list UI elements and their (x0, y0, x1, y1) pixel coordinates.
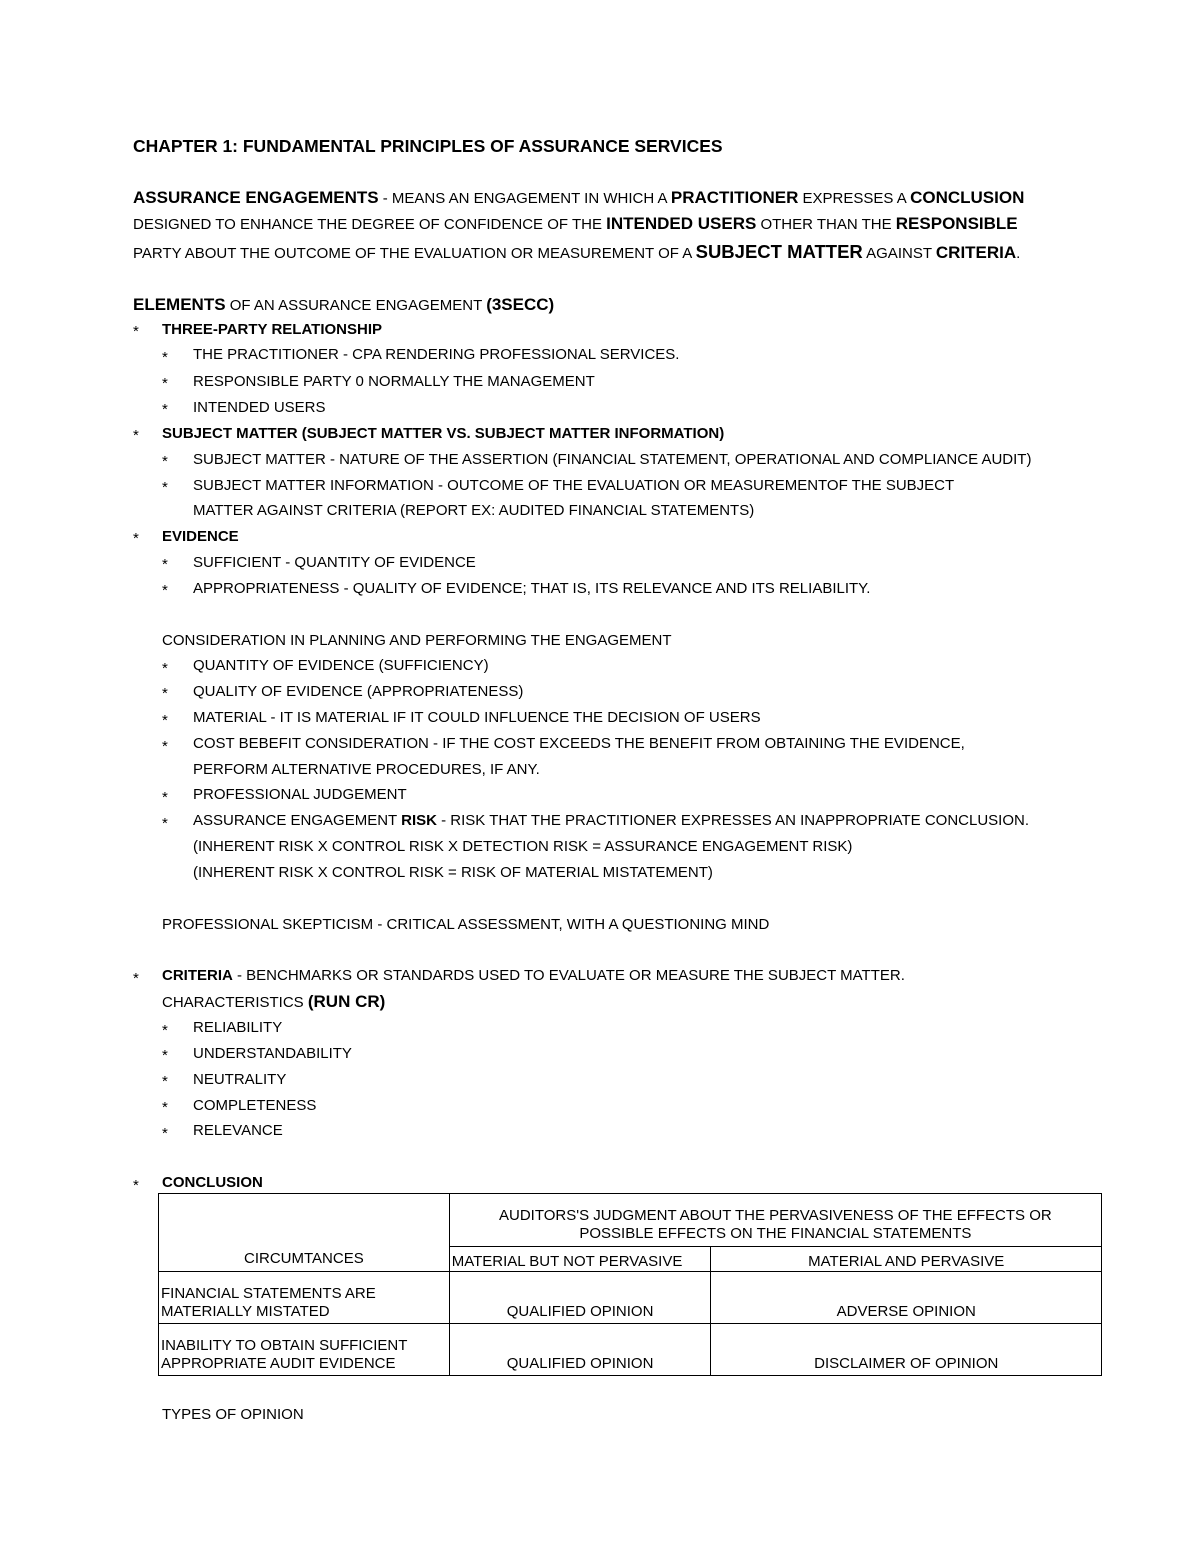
bullet: * (162, 1125, 168, 1142)
list-item: UNDERSTANDABILITY (193, 1045, 352, 1062)
list-item-text: - RISK THAT THE PRACTITIONER EXPRESSES AN INAPPROPRIATE CONCLUSION. (436, 812, 1030, 829)
header-material-pervasive: MATERIAL AND PERVASIVE (711, 1247, 1102, 1272)
header-group-line: AUDITORS'S JUDGMENT ABOUT THE PERVASIVENESS OF THE EFFECTS OR (499, 1207, 1052, 1224)
table-cell: QUALIFIED OPINION (449, 1324, 711, 1376)
bullet: * (162, 453, 168, 470)
list-item: SUBJECT MATTER - NATURE OF THE ASSERTION (FINANCIAL STATEMENT, OPERATIONAL AND COMPLIANCE AUDIT) (193, 451, 1032, 468)
list-item: RELIABILITY (193, 1019, 283, 1036)
table-row (159, 1272, 1102, 1324)
conclusion-table (158, 1193, 1102, 1376)
table-row (159, 1324, 1102, 1376)
keyword-conclusion: CONCLUSION (910, 188, 1025, 207)
row-label-line: INABILITY TO OBTAIN SUFFICIENT (161, 1337, 408, 1354)
keyword-practitioner: PRACTITIONER (670, 188, 799, 207)
bullet: * (162, 1047, 168, 1064)
list-item (193, 812, 1029, 830)
table-row (159, 1194, 1102, 1247)
bullet: * (162, 401, 168, 418)
elements-lead: ELEMENTS (133, 295, 226, 314)
consideration-heading: CONSIDERATION IN PLANNING AND PERFORMING THE ENGAGEMENT (162, 632, 672, 649)
list-item: APPROPRIATENESS - QUALITY OF EVIDENCE; THAT IS, ITS RELEVANCE AND ITS RELIABILITY. (193, 580, 871, 597)
list-item: PROFESSIONAL JUDGEMENT (193, 786, 407, 803)
list-item: SUBJECT MATTER INFORMATION - OUTCOME OF THE EVALUATION OR MEASUREMENTOF THE SUBJECT (193, 477, 955, 494)
list-item: QUALITY OF EVIDENCE (APPROPRIATENESS) (193, 683, 524, 700)
elements-heading (133, 296, 554, 315)
three-party-heading: THREE-PARTY RELATIONSHIP (162, 321, 383, 338)
table-cell: QUALIFIED OPINION (449, 1272, 711, 1324)
header-material-not-pervasive: MATERIAL BUT NOT PERVASIVE (449, 1247, 711, 1272)
bullet: * (162, 685, 168, 702)
characteristics-label: CHARACTERISTICS (162, 994, 308, 1011)
bullet: * (133, 530, 139, 547)
criteria-line (162, 967, 905, 985)
list-item: RESPONSIBLE PARTY 0 NORMALLY THE MANAGEMENT (193, 373, 595, 390)
page-title: CHAPTER 1: FUNDAMENTAL PRINCIPLES OF ASSURANCE SERVICES (133, 136, 723, 156)
definition-line-3 (133, 243, 1020, 263)
types-of-opinion: TYPES OF OPINION (162, 1406, 304, 1423)
criteria-text: - BENCHMARKS OR STANDARDS USED TO EVALUATE OR MEASURE THE SUBJECT MATTER. (232, 967, 905, 984)
bullet: * (133, 323, 139, 340)
bullet: * (162, 556, 168, 573)
subject-matter-heading: SUBJECT MATTER (SUBJECT MATTER VS. SUBJECT MATTER INFORMATION) (162, 425, 725, 442)
term-assurance-engagements: ASSURANCE ENGAGEMENTS (133, 188, 379, 207)
bullet: * (162, 479, 168, 496)
header-group (449, 1194, 1101, 1247)
bullet: * (162, 349, 168, 366)
bullet: * (162, 789, 168, 806)
bullet: * (162, 660, 168, 677)
bullet: * (162, 375, 168, 392)
list-item: COST BEBEFIT CONSIDERATION - IF THE COST EXCEEDS THE BENEFIT FROM OBTAINING THE EVIDENCE, (193, 735, 965, 752)
definition-text: EXPRESSES A (798, 190, 911, 207)
keyword-intended-users: INTENDED USERS (606, 214, 757, 233)
list-item-continuation: MATTER AGAINST CRITERIA (REPORT EX: AUDITED FINANCIAL STATEMENTS) (193, 502, 755, 519)
list-item: QUANTITY OF EVIDENCE (SUFFICIENCY) (193, 657, 489, 674)
list-item: NEUTRALITY (193, 1071, 287, 1088)
definition-line-2 (133, 215, 1018, 234)
bullet: * (162, 712, 168, 729)
criteria-heading: CRITERIA (162, 967, 233, 984)
bullet: * (162, 815, 168, 832)
bullet: * (162, 582, 168, 599)
row-label-line: FINANCIAL STATEMENTS ARE (161, 1285, 376, 1302)
list-item: INTENDED USERS (193, 399, 326, 416)
definition-text: OTHER THAN THE (756, 216, 896, 233)
list-item-continuation: PERFORM ALTERNATIVE PROCEDURES, IF ANY. (193, 761, 540, 778)
row-label-line: APPROPRIATE AUDIT EVIDENCE (161, 1355, 396, 1372)
definition-text: AGAINST (862, 245, 936, 262)
bullet: * (133, 1177, 139, 1194)
characteristics-code: (RUN CR) (307, 992, 386, 1011)
header-circumstances: CIRCUMTANCES (159, 1194, 450, 1272)
characteristics-line (162, 993, 385, 1012)
table-cell: DISCLAIMER OF OPINION (711, 1324, 1102, 1376)
definition-text: PARTY ABOUT THE OUTCOME OF THE EVALUATION OR MEASUREMENT OF A (133, 245, 696, 262)
list-item: COMPLETENESS (193, 1097, 317, 1114)
definition-line-1 (133, 189, 1024, 208)
table-cell: ADVERSE OPINION (711, 1272, 1102, 1324)
header-group-line: POSSIBLE EFFECTS ON THE FINANCIAL STATEMENTS (579, 1225, 972, 1242)
list-item: SUFFICIENT - QUANTITY OF EVIDENCE (193, 554, 476, 571)
bullet: * (162, 1073, 168, 1090)
bullet: * (162, 738, 168, 755)
bullet: * (133, 427, 139, 444)
definition-text: . (1016, 245, 1021, 262)
keyword-responsible: RESPONSIBLE (895, 214, 1018, 233)
row-label (159, 1324, 450, 1376)
keyword-risk: RISK (401, 812, 437, 829)
definition-text: DESIGNED TO ENHANCE THE DEGREE OF CONFIDENCE OF THE (133, 216, 607, 233)
elements-text: OF AN ASSURANCE ENGAGEMENT (225, 297, 487, 314)
list-item-continuation: (INHERENT RISK X CONTROL RISK = RISK OF MATERIAL MISTATEMENT) (193, 864, 713, 881)
list-item: THE PRACTITIONER - CPA RENDERING PROFESSIONAL SERVICES. (193, 346, 680, 363)
bullet: * (133, 970, 139, 987)
evidence-heading: EVIDENCE (162, 528, 239, 545)
keyword-subject-matter: SUBJECT MATTER (695, 241, 863, 262)
bullet: * (162, 1099, 168, 1116)
list-item-text: ASSURANCE ENGAGEMENT (193, 812, 402, 829)
list-item: RELEVANCE (193, 1122, 283, 1139)
elements-code: (3SECC) (486, 295, 555, 314)
list-item: MATERIAL - IT IS MATERIAL IF IT COULD INFLUENCE THE DECISION OF USERS (193, 709, 761, 726)
row-label-line: MATERIALLY MISTATED (161, 1303, 330, 1320)
definition-text: - MEANS AN ENGAGEMENT IN WHICH A (378, 190, 671, 207)
bullet: * (162, 1022, 168, 1039)
list-item-continuation: (INHERENT RISK X CONTROL RISK X DETECTION RISK = ASSURANCE ENGAGEMENT RISK) (193, 838, 853, 855)
skepticism-line: PROFESSIONAL SKEPTICISM - CRITICAL ASSESSMENT, WITH A QUESTIONING MIND (162, 916, 770, 933)
row-label (159, 1272, 450, 1324)
keyword-criteria: CRITERIA (935, 243, 1017, 262)
conclusion-heading: CONCLUSION (162, 1174, 263, 1191)
